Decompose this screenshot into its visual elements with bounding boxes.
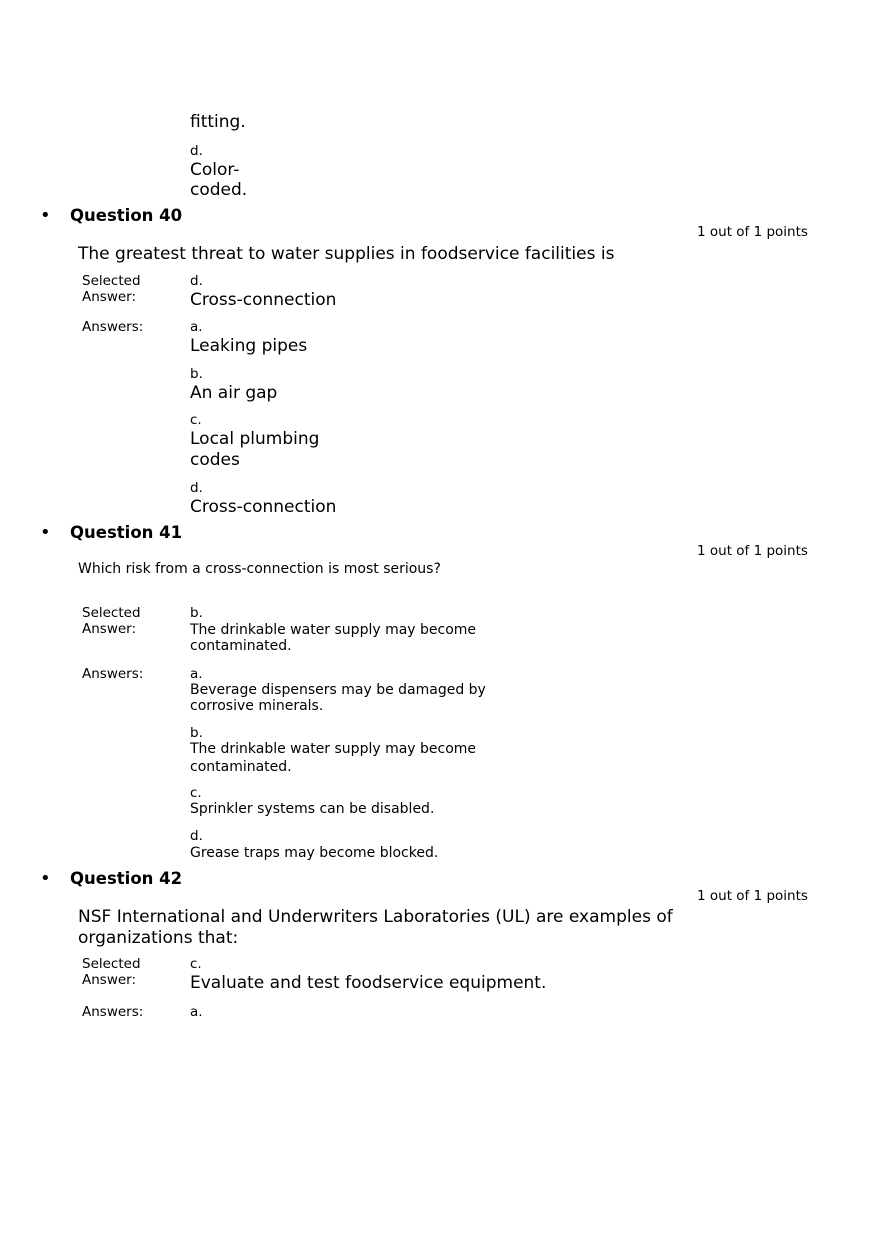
bullet-icon: • bbox=[40, 522, 51, 543]
selected-answer: contaminated. bbox=[190, 638, 292, 654]
selected-answer: Cross-connection bbox=[190, 290, 337, 310]
answers-label: Answers: bbox=[82, 319, 144, 335]
selected-answer-label: Answer: bbox=[82, 972, 137, 988]
answer-option: Sprinkler systems can be disabled. bbox=[190, 801, 435, 817]
question-prompt: The greatest threat to water supplies in foodservice facilities is bbox=[78, 244, 615, 264]
answer-option: contaminated. bbox=[190, 759, 292, 775]
answer-option: Leaking pipes bbox=[190, 336, 308, 356]
answer-letter: b. bbox=[190, 366, 203, 382]
question-title: Question 41 bbox=[70, 523, 183, 542]
question-title: Question 42 bbox=[70, 869, 183, 888]
answer-letter: d. bbox=[190, 828, 203, 844]
selected-answer-label: Answer: bbox=[82, 621, 137, 637]
question-prompt: organizations that: bbox=[78, 928, 239, 948]
answer-option: corrosive minerals. bbox=[190, 698, 324, 714]
answer-letter: b. bbox=[190, 725, 203, 741]
option-text: Color- bbox=[190, 160, 240, 180]
selected-letter: c. bbox=[190, 956, 202, 972]
selected-answer: The drinkable water supply may become bbox=[190, 622, 477, 638]
answer-letter: a. bbox=[190, 319, 203, 335]
option-text: coded. bbox=[190, 180, 248, 200]
question-prompt: NSF International and Underwriters Laboratories (UL) are examples of bbox=[78, 907, 673, 927]
answer-option: Cross-connection bbox=[190, 497, 337, 517]
points-label: 1 out of 1 points bbox=[697, 543, 808, 559]
points-label: 1 out of 1 points bbox=[697, 888, 808, 904]
answer-option: An air gap bbox=[190, 383, 278, 403]
question-title: Question 40 bbox=[70, 206, 183, 225]
answer-letter: c. bbox=[190, 412, 202, 428]
selected-letter: d. bbox=[190, 273, 203, 289]
answers-label: Answers: bbox=[82, 666, 144, 682]
prev-option-tail: fitting. bbox=[190, 112, 246, 132]
selected-answer-label: Selected bbox=[82, 956, 141, 972]
option-letter: d. bbox=[190, 143, 203, 159]
bullet-icon: • bbox=[40, 868, 51, 889]
answer-option: Grease traps may become blocked. bbox=[190, 845, 439, 861]
question-prompt: Which risk from a cross-connection is most serious? bbox=[78, 561, 441, 577]
selected-answer-label: Answer: bbox=[82, 289, 137, 305]
answer-letter: a. bbox=[190, 666, 203, 682]
selected-answer: Evaluate and test foodservice equipment. bbox=[190, 973, 547, 993]
answer-letter: d. bbox=[190, 480, 203, 496]
answer-option: codes bbox=[190, 450, 240, 470]
selected-answer-label: Selected bbox=[82, 273, 141, 289]
answer-option: Beverage dispensers may be damaged by bbox=[190, 682, 486, 698]
selected-answer-label: Selected bbox=[82, 605, 141, 621]
answer-letter: a. bbox=[190, 1004, 203, 1020]
answer-option: The drinkable water supply may become bbox=[190, 741, 477, 757]
bullet-icon: • bbox=[40, 205, 51, 226]
answer-letter: c. bbox=[190, 785, 202, 801]
answer-option: Local plumbing bbox=[190, 429, 320, 449]
selected-letter: b. bbox=[190, 605, 203, 621]
answers-label: Answers: bbox=[82, 1004, 144, 1020]
points-label: 1 out of 1 points bbox=[697, 224, 808, 240]
